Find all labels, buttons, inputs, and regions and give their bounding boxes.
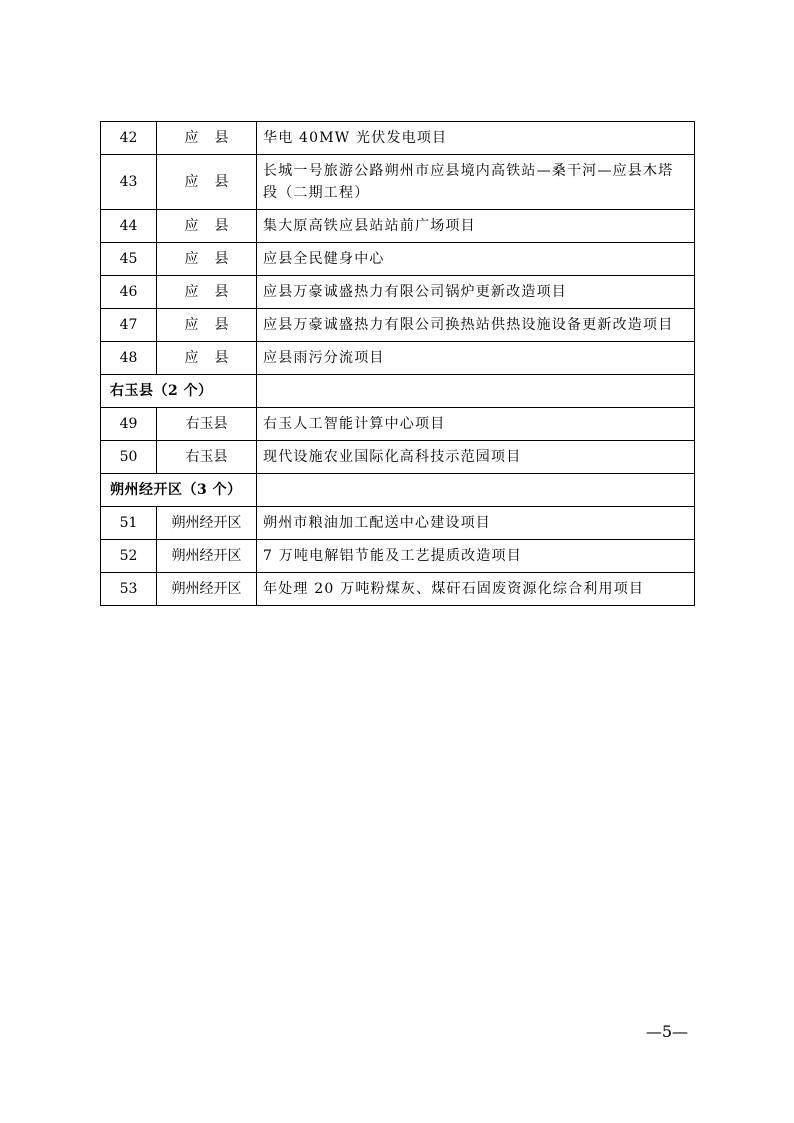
county-cell: 朔州经开区 <box>157 573 257 606</box>
project-table-body <box>101 122 695 606</box>
table-row <box>101 507 695 540</box>
table-row <box>101 210 695 243</box>
project-name-cell: 朔州市粮油加工配送中心建设项目 <box>257 507 695 540</box>
project-name-cell: 应县全民健身中心 <box>257 243 695 276</box>
county-cell: 右玉县 <box>157 408 257 441</box>
row-number: 44 <box>101 210 157 243</box>
table-row <box>101 441 695 474</box>
table-row <box>101 122 695 155</box>
table-row <box>101 243 695 276</box>
project-name-cell: 现代设施农业国际化高科技示范园项目 <box>257 441 695 474</box>
group-header-row <box>101 474 695 507</box>
county-cell: 应县 <box>157 276 257 309</box>
project-name-cell: 右玉人工智能计算中心项目 <box>257 408 695 441</box>
page-number: —5— <box>645 1022 688 1041</box>
table-row <box>101 408 695 441</box>
county-cell: 应县 <box>157 210 257 243</box>
group-empty-cell <box>257 375 695 408</box>
row-number: 50 <box>101 441 157 474</box>
county-cell: 应县 <box>157 122 257 155</box>
group-empty-cell <box>257 474 695 507</box>
table-row <box>101 342 695 375</box>
county-cell: 应县 <box>157 342 257 375</box>
table-row <box>101 276 695 309</box>
county-cell: 应县 <box>157 155 257 210</box>
county-cell: 应县 <box>157 309 257 342</box>
county-cell: 应县 <box>157 243 257 276</box>
project-name-cell: 应县万豪诚盛热力有限公司锅炉更新改造项目 <box>257 276 695 309</box>
row-number: 42 <box>101 122 157 155</box>
project-name-cell: 长城一号旅游公路朔州市应县境内高铁站—桑干河—应县木塔段（二期工程） <box>257 155 695 210</box>
group-header-row <box>101 375 695 408</box>
county-cell: 朔州经开区 <box>157 507 257 540</box>
county-cell: 右玉县 <box>157 441 257 474</box>
project-name-cell: 华电 40MW 光伏发电项目 <box>257 122 695 155</box>
row-number: 46 <box>101 276 157 309</box>
row-number: 51 <box>101 507 157 540</box>
table-row <box>101 573 695 606</box>
row-number: 53 <box>101 573 157 606</box>
project-name-cell: 应县万豪诚盛热力有限公司换热站供热设施设备更新改造项目 <box>257 309 695 342</box>
table-row <box>101 155 695 210</box>
row-number: 52 <box>101 540 157 573</box>
project-name-cell: 年处理 20 万吨粉煤灰、煤矸石固废资源化综合利用项目 <box>257 573 695 606</box>
row-number: 49 <box>101 408 157 441</box>
table-row <box>101 309 695 342</box>
project-name-cell: 集大原高铁应县站站前广场项目 <box>257 210 695 243</box>
table-row <box>101 540 695 573</box>
row-number: 47 <box>101 309 157 342</box>
project-table <box>100 121 695 606</box>
county-cell: 朔州经开区 <box>157 540 257 573</box>
row-number: 43 <box>101 155 157 210</box>
group-label: 右玉县（2 个） <box>101 375 257 408</box>
project-name-cell: 7 万吨电解铝节能及工艺提质改造项目 <box>257 540 695 573</box>
row-number: 48 <box>101 342 157 375</box>
project-name-cell: 应县雨污分流项目 <box>257 342 695 375</box>
group-label: 朔州经开区（3 个） <box>101 474 257 507</box>
row-number: 45 <box>101 243 157 276</box>
